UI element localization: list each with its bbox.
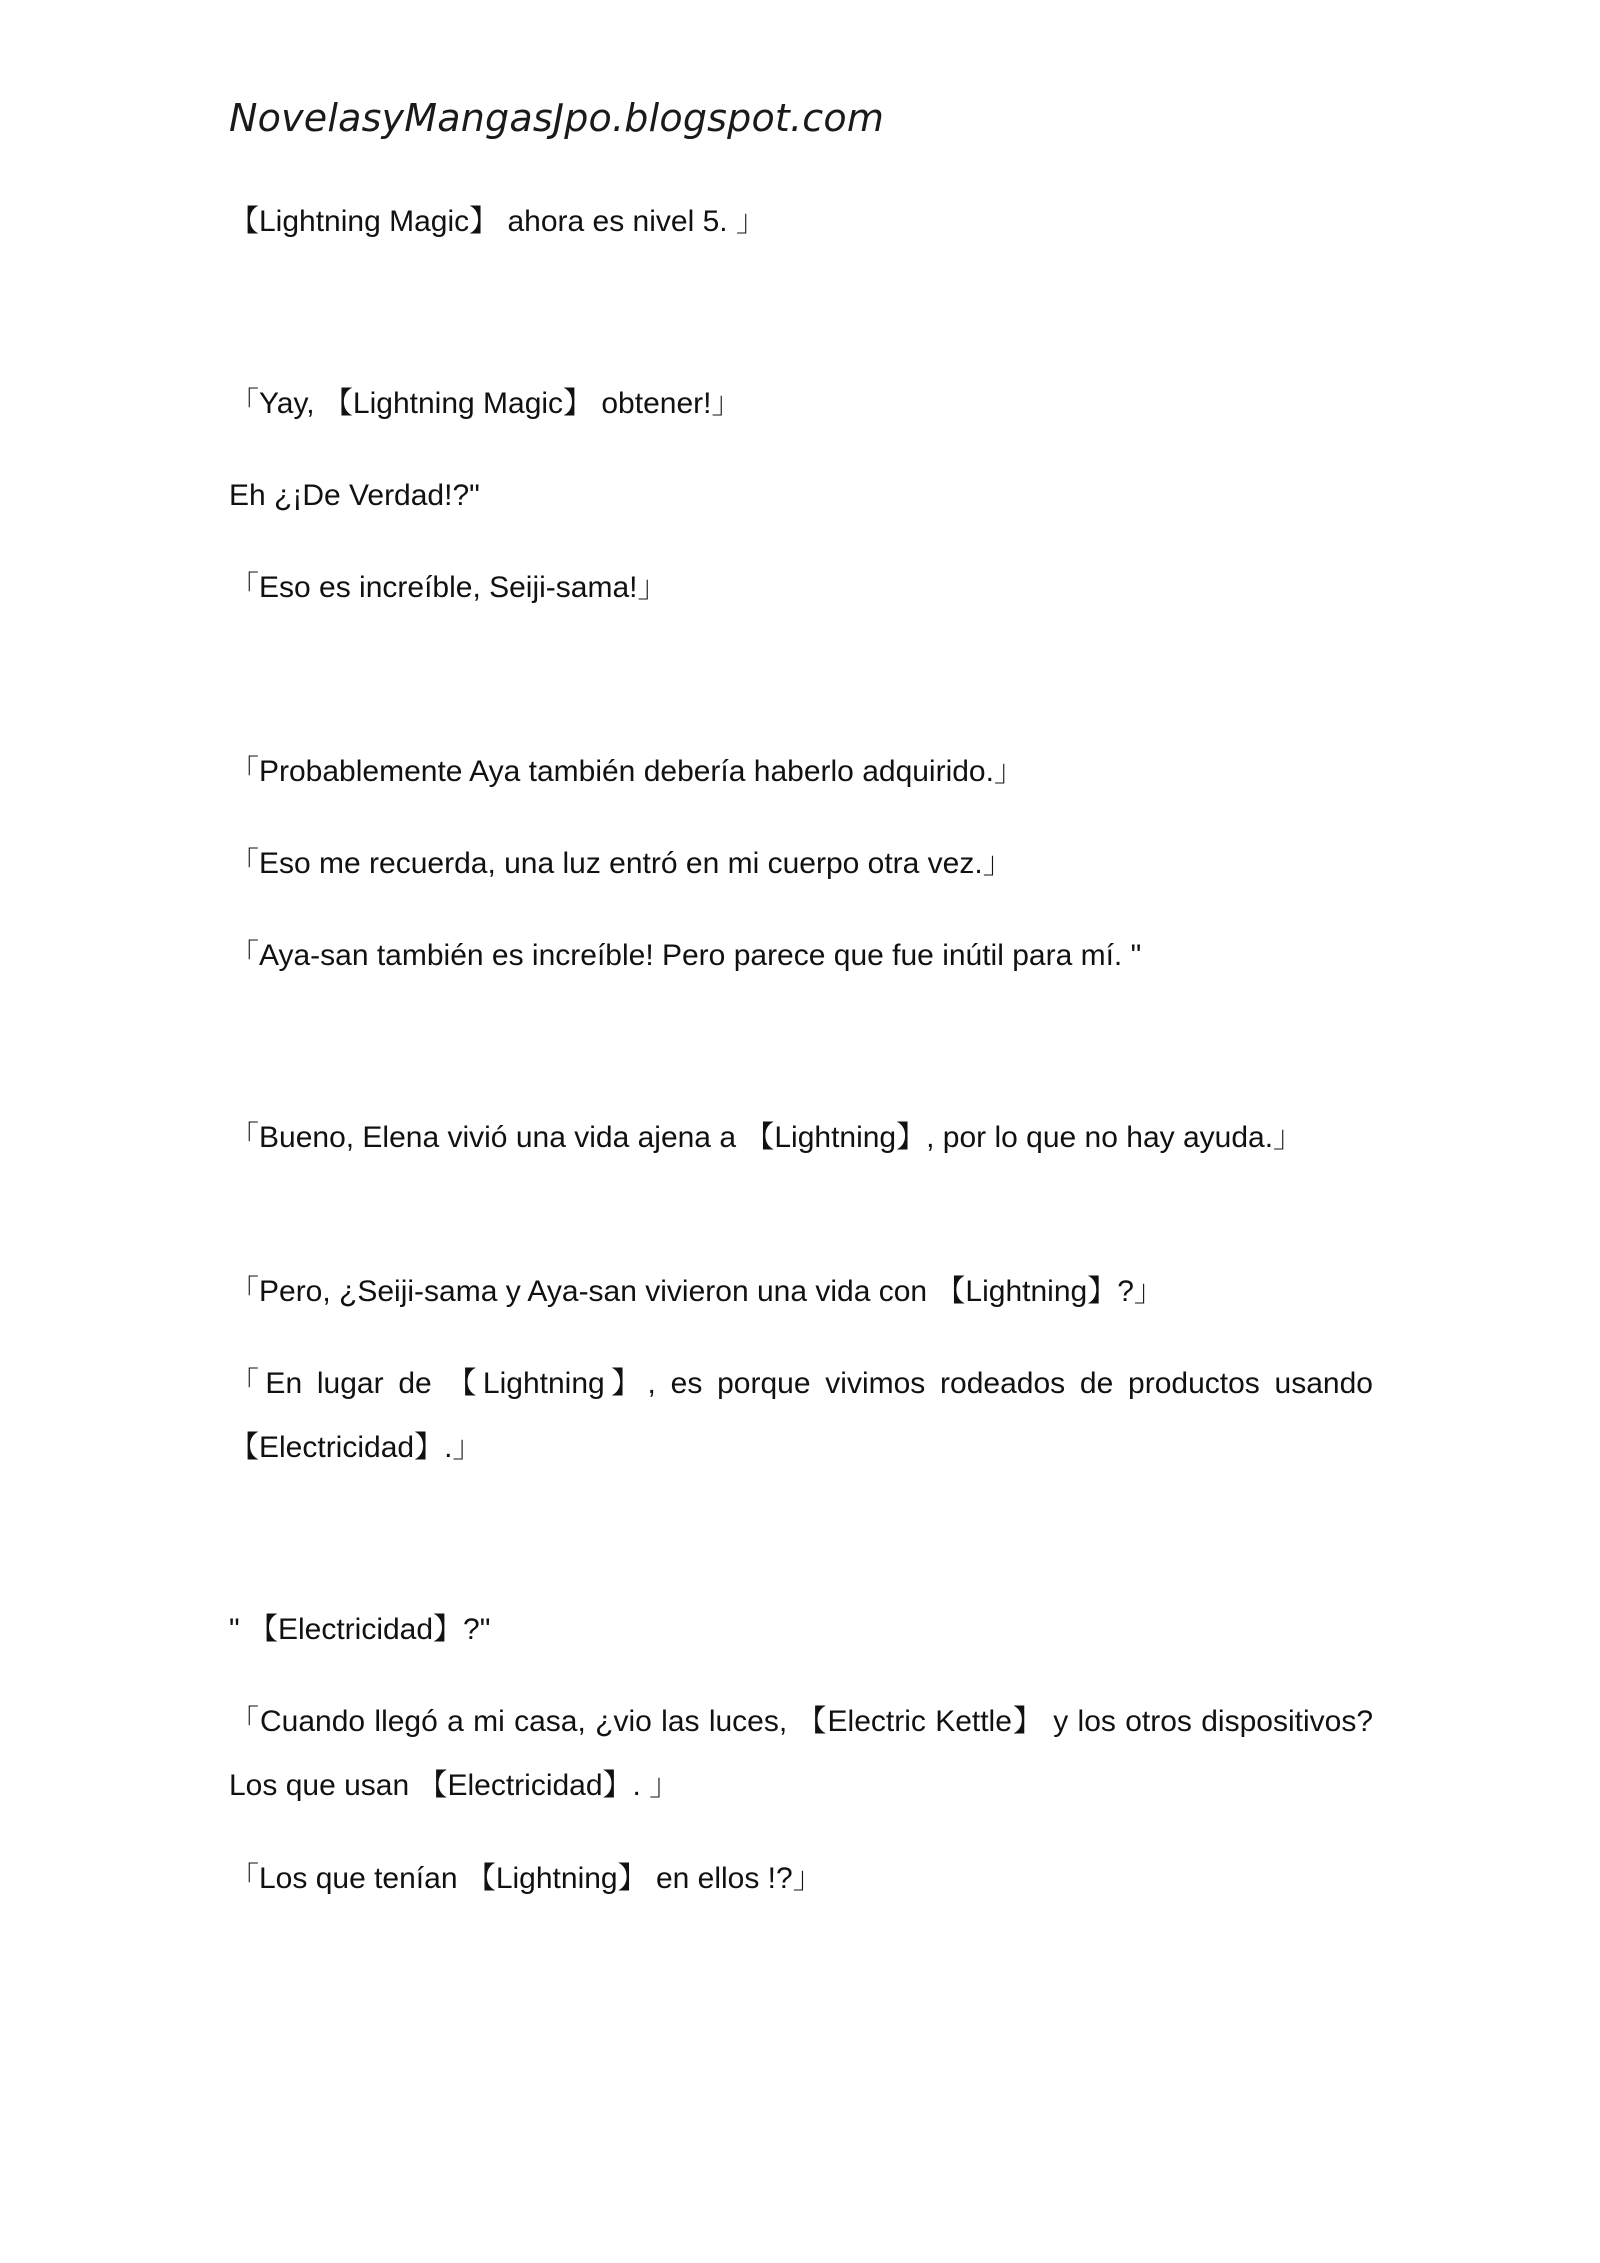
paragraph-1: 【Lightning Magic】 ahora es nivel 5. 」 [229, 205, 766, 238]
paragraph-13: 「Los que tenían 【Lightning】 en ellos !?」 [229, 1862, 823, 1895]
watermark-header: NovelasyMangasJpo.blogspot.com [229, 96, 885, 140]
paragraph-12: 「Cuando llegó a mi casa, ¿vio las luces, 【Electric Kettle】 y los otros dispositivos? Los que usan 【Electricidad】. 」 [229, 1705, 1373, 1802]
paragraph-8: 「Bueno, Elena vivió una vida ajena a 【Lightning】, por lo que no hay ayuda.」 [229, 1121, 1304, 1154]
paragraph-11: " 【Electricidad】?" [229, 1613, 491, 1646]
paragraph-6: 「Eso me recuerda, una luz entró en mi cuerpo otra vez.」 [229, 847, 1013, 880]
paragraph-4: 「Eso es increíble, Seiji-sama!」 [229, 571, 668, 604]
paragraph-10: 「En lugar de 【Lightning】, es porque vivimos rodeados de productos usando 【Electricidad】.」 [229, 1367, 1373, 1464]
paragraph-5: 「Probablemente Aya también debería haberlo adquirido.」 [229, 755, 1024, 788]
paragraph-9: 「Pero, ¿Seiji-sama y Aya-san vivieron una vida con 【Lightning】?」 [229, 1275, 1164, 1308]
paragraph-3: Eh ¿¡De Verdad!?" [229, 479, 480, 512]
paragraph-7: 「Aya-san también es increíble! Pero parece que fue inútil para mí. " [229, 939, 1142, 972]
paragraph-2: 「Yay, 【Lightning Magic】 obtener!」 [229, 387, 742, 420]
